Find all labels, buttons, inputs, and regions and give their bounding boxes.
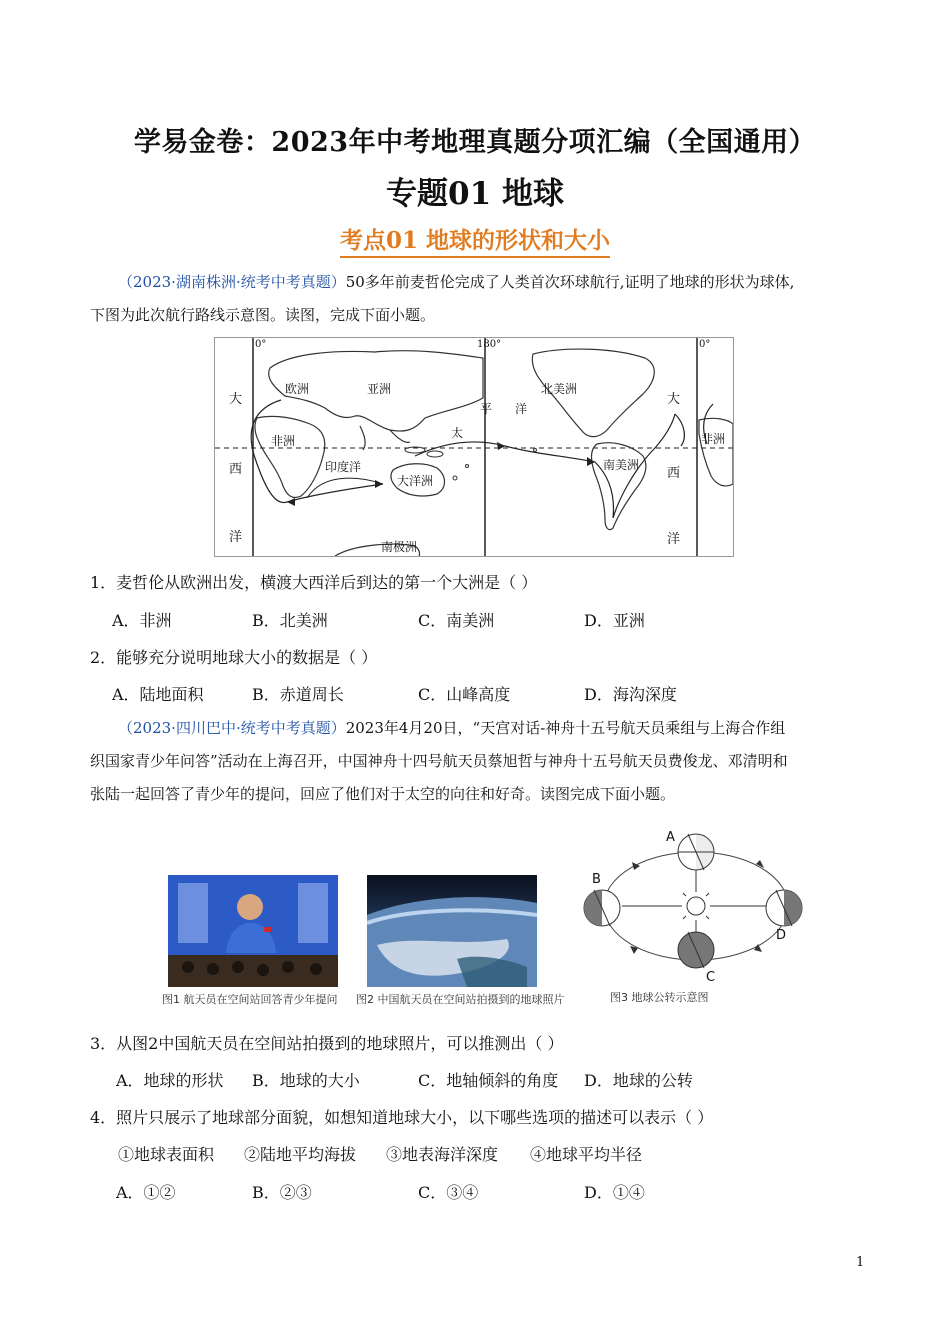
map-label-south-america: 南美洲 — [603, 458, 640, 472]
map-label-pacific-2: 平 — [480, 402, 493, 416]
map-label-atlantic-right-2: 西 — [667, 466, 681, 481]
map-label-asia: 亚洲 — [367, 382, 392, 396]
map-label-africa-right: 非洲 — [701, 432, 726, 446]
question-3-stem: 3．从图2中国航天员在空间站拍摄到的地球照片，可以推测出（ ） — [90, 1034, 564, 1053]
passage-2-line-3: 张陆一起回答了青少年的提问，回应了他们对于太空的向往和好奇。读图完成下面小题。 — [90, 785, 676, 803]
question-2-stem: 2．能够充分说明地球大小的数据是（ ） — [90, 648, 378, 667]
map-label-antarctica: 南极洲 — [381, 540, 418, 554]
revolution-svg — [580, 828, 810, 988]
astronaut-photo — [168, 875, 338, 987]
passage-1-line-1 — [90, 266, 870, 299]
question-2-option-b[interactable]: B．赤道周长 — [252, 685, 344, 704]
question-4-stem: 4．照片只展示了地球部分面貌，如想知道地球大小，以下哪些选项的描述可以表示（ ） — [90, 1108, 714, 1127]
question-1-option-b[interactable]: B．北美洲 — [252, 611, 328, 630]
question-4-item-3: ③地表海洋深度 — [386, 1145, 499, 1164]
astronaut-photo-svg — [168, 875, 338, 987]
topic-title: 专题01 地球 — [386, 176, 564, 212]
question-3-option-b[interactable]: B．地球的大小 — [252, 1071, 360, 1090]
orbit-label-c: C — [706, 970, 716, 985]
passage-1 — [90, 266, 870, 332]
question-1-option-c[interactable]: C．南美洲 — [418, 611, 495, 630]
passage-2 — [90, 712, 880, 811]
passage-2-line-2: 织国家青少年问答”活动在上海召开，中国神舟十四号航天员蔡旭哲与神舟十五号航天员费俊龙、邓清明和 — [90, 752, 788, 770]
map-label-atlantic-right-3: 洋 — [667, 532, 681, 547]
page-number: 1 — [856, 1255, 865, 1270]
orbit-label-a: A — [666, 830, 675, 845]
map-label-pacific-1: 太 — [451, 426, 464, 440]
question-1-option-d[interactable]: D．亚洲 — [584, 611, 645, 630]
question-4-option-d[interactable]: D．①④ — [584, 1183, 645, 1202]
document-title: 学易金卷：2023年中考地理真题分项汇编（全国通用） — [133, 127, 817, 158]
question-4-option-a[interactable]: A．①② — [116, 1183, 176, 1202]
question-1-stem: 1．麦哲伦从欧洲出发，横渡大西洋后到达的第一个大洲是（ ） — [90, 573, 538, 592]
figure-1-caption: 图1 航天员在空间站回答青少年提问 — [162, 993, 338, 1006]
passage-1-line-2: 下图为此次航行路线示意图。读图，完成下面小题。 — [90, 306, 436, 324]
question-1-option-a[interactable]: A．非洲 — [112, 611, 172, 630]
passage-1-source: （2023·湖南株洲·统考中考真题） — [118, 273, 346, 291]
map-label-atlantic-left-3: 洋 — [229, 530, 243, 545]
passage-1-text-1: 50多年前麦哲伦完成了人类首次环球航行,证明了地球的形状为球体, — [345, 273, 795, 291]
magellan-route-map — [214, 337, 734, 557]
question-3-option-a[interactable]: A．地球的形状 — [116, 1071, 224, 1090]
question-4-item-1: ①地球表面积 — [118, 1145, 215, 1164]
question-4-item-4: ④地球平均半径 — [530, 1145, 643, 1164]
question-2-option-a[interactable]: A．陆地面积 — [112, 685, 204, 704]
map-label-north-america: 北美洲 — [541, 382, 578, 396]
passage-2-source: （2023·四川巴中·统考中考真题） — [118, 719, 346, 737]
question-2-option-d[interactable]: D．海沟深度 — [584, 685, 677, 704]
section-title — [0, 222, 950, 255]
map-label-atlantic-left-1: 大 — [229, 392, 243, 407]
map-label-lon180: 180° — [477, 339, 502, 350]
figure-3-caption: 图3 地球公转示意图 — [610, 991, 709, 1004]
map-label-pacific-3: 洋 — [515, 402, 528, 416]
orbit-label-b: B — [592, 872, 601, 887]
earth-photo-svg — [367, 875, 537, 987]
question-4-option-c[interactable]: C．③④ — [418, 1183, 479, 1202]
question-4-option-b[interactable]: B．②③ — [252, 1183, 312, 1202]
map-label-africa-left: 非洲 — [271, 434, 296, 448]
question-4-item-2: ②陆地平均海拔 — [244, 1145, 357, 1164]
map-label-indian-ocean: 印度洋 — [325, 460, 362, 474]
earth-revolution-diagram — [580, 828, 810, 988]
question-3-option-d[interactable]: D．地球的公转 — [584, 1071, 693, 1090]
map-label-lon0-right: 0° — [699, 339, 711, 350]
map-label-atlantic-right-1: 大 — [667, 392, 681, 407]
question-3-option-c[interactable]: C．地轴倾斜的角度 — [418, 1071, 559, 1090]
passage-2-text-1: 2023年4月20日，“天宫对话-神舟十五号航天员乘组与上海合作组 — [345, 719, 786, 737]
orbit-label-d: D — [776, 928, 787, 943]
figure-2-caption: 图2 中国航天员在空间站拍摄到的地球照片 — [356, 993, 565, 1006]
earth-photo — [367, 875, 537, 987]
section-title-text: 考点01 地球的形状和大小 — [340, 227, 610, 258]
map-label-europe: 欧洲 — [285, 382, 310, 396]
map-label-lon0-left: 0° — [255, 339, 267, 350]
passage-2-line-1 — [90, 712, 880, 745]
question-2-option-c[interactable]: C．山峰高度 — [418, 685, 511, 704]
map-label-oceania: 大洋洲 — [397, 474, 434, 488]
map-label-atlantic-left-2: 西 — [229, 462, 243, 477]
